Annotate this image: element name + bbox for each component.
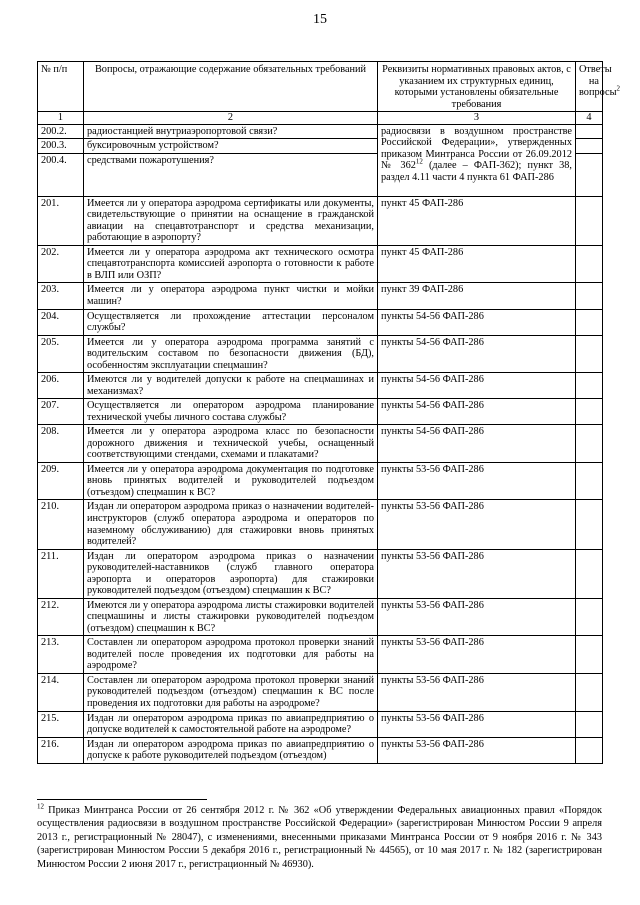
- row-question: Имеется ли у оператора аэродрома документация по подготовке вновь принятых водителей и руководителей подъездом (отъездом) спецмашин к ВС?: [84, 462, 378, 500]
- header-requisites: Реквизиты нормативных правовых актов, с указанием их структурных единиц, которыми установлены обязательные требования: [378, 62, 576, 112]
- table-row: [38, 425, 603, 463]
- row-question: Осуществляется ли оператором аэродрома планирование технической учебы личного состава службы?: [84, 399, 378, 425]
- row-number: 208.: [38, 425, 84, 463]
- row-number: 201.: [38, 196, 84, 245]
- header-num: № п/п: [38, 62, 84, 112]
- row-answer: [576, 462, 603, 500]
- row-number: 207.: [38, 399, 84, 425]
- row-question: Имеется ли у оператора аэродрома пункт чистки и мойки машин?: [84, 283, 378, 309]
- row-answer: [576, 283, 603, 309]
- table-row: [38, 549, 603, 598]
- row-number: 200.4.: [38, 153, 84, 196]
- row-question: радиостанцией внутриаэропортовой связи?: [84, 124, 378, 139]
- footnote-divider: [37, 799, 207, 800]
- row-answer: [576, 636, 603, 674]
- row-answer: [576, 711, 603, 737]
- table-row: [38, 245, 603, 283]
- row-requisites: пункт 45 ФАП-286: [378, 196, 576, 245]
- row-requisites: пункт 39 ФАП-286: [378, 283, 576, 309]
- row-question: Составлен ли оператором аэродрома протокол проверки знаний водителей после проведения их подготовки для работы на аэродроме?: [84, 636, 378, 674]
- column-index: 1: [38, 112, 84, 125]
- row-requisites: пункты 54-56 ФАП-286: [378, 309, 576, 335]
- row-number: 209.: [38, 462, 84, 500]
- row-number: 204.: [38, 309, 84, 335]
- row-answer: [576, 153, 603, 196]
- table-row: [38, 309, 603, 335]
- row-question: буксировочным устройством?: [84, 139, 378, 154]
- table-row: [38, 196, 603, 245]
- row-requisites: пункты 53-56 ФАП-286: [378, 673, 576, 711]
- row-answer: [576, 737, 603, 763]
- row-requisites: пункты 53-56 ФАП-286: [378, 737, 576, 763]
- requisites-text-cont: (далее – ФАП-362); пункт 38, раздел 4.11 части 4 пункта 61 ФАП-286: [381, 160, 572, 183]
- row-number: 211.: [38, 549, 84, 598]
- row-question: Издан ли оператором аэродрома приказ по авиапредприятию о допуске водителей к самостоятельной работе на аэродроме?: [84, 711, 378, 737]
- page-number: 15: [313, 12, 327, 27]
- row-answer: [576, 598, 603, 636]
- row-question: Имеются ли у водителей допуски к работе на спецмашинах и механизмах?: [84, 373, 378, 399]
- row-question: Издан ли оператором аэродрома приказ о назначении водителей-инструкторов (служб оператора аэродрома и операторов по наземному обслуживанию) для стажировки вновь принятых водителей?: [84, 500, 378, 549]
- row-number: 206.: [38, 373, 84, 399]
- footnote: [37, 804, 602, 871]
- table-row: [38, 636, 603, 674]
- row-number: 203.: [38, 283, 84, 309]
- row-requisites: пункты 54-56 ФАП-286: [378, 335, 576, 373]
- table-row: [38, 673, 603, 711]
- row-requisites: пункты 53-56 ФАП-286: [378, 549, 576, 598]
- table-header-row: [38, 62, 603, 112]
- requisites-footnote-mark: 12: [415, 157, 423, 166]
- column-index: 4: [576, 112, 603, 125]
- row-requisites: пункт 45 ФАП-286: [378, 245, 576, 283]
- row-question: Осуществляется ли прохождение аттестации персоналом службы?: [84, 309, 378, 335]
- row-number: 210.: [38, 500, 84, 549]
- requisites-text: радиосвязи в воздушном пространстве Российской Федерации», утвержденных приказом Минтранса России от 26.09.2012 № 362: [381, 125, 572, 172]
- column-index: 3: [378, 112, 576, 125]
- row-number: 205.: [38, 335, 84, 373]
- footnote-text: Приказ Минтранса России от 26 сентября 2012 г. № 362 «Об утверждении Федеральных авиационных правил «Порядок осуществления радиосвязи в воздушном пространстве Российской Федерации» (зарегистрирован Минюстом России 9 апреля 2013 г., регистрационный № 28047), с изменениями, внесенными приказами Минтранса России от 9 ноября 2016 г. № 343 (зарегистрирован Минюстом России 5 декабря 2016 г., регистрационный № 44565), от 10 мая 2017 г. № 182 (зарегистрирован Минюстом России 2 июня 2017 г., регистрационный № 46930).: [37, 805, 602, 870]
- header-answers-label: Ответы на вопросы: [579, 64, 617, 99]
- row-answer: [576, 373, 603, 399]
- row-requisites: [378, 124, 576, 196]
- row-answer: [576, 139, 603, 154]
- row-question: Издан ли оператором аэродрома приказ по авиапредприятию о допуске к работе руководителей подъездом (отъездом): [84, 737, 378, 763]
- row-answer: [576, 309, 603, 335]
- table-row: [38, 500, 603, 549]
- table-row: [38, 373, 603, 399]
- row-answer: [576, 399, 603, 425]
- row-requisites: пункты 53-56 ФАП-286: [378, 500, 576, 549]
- row-answer: [576, 425, 603, 463]
- row-question: Имеется ли у оператора аэродрома класс по безопасности дорожного движения и технической учебы, оснащенный соответствующими стендами, схемами и плакатами?: [84, 425, 378, 463]
- row-requisites: пункты 53-56 ФАП-286: [378, 598, 576, 636]
- row-question: Имеются ли у оператора аэродрома листы стажировки водителей спецмашины и листы стажировки руководителей подъездом (отъездом) спецмашин к ВС?: [84, 598, 378, 636]
- row-answer: [576, 500, 603, 549]
- table-row: [38, 335, 603, 373]
- row-question: Имеется ли у оператора аэродрома программа занятий с водительским составом по безопасности движения (БД), особенностям эксплуатации спецмашин?: [84, 335, 378, 373]
- column-index-row: [38, 112, 603, 125]
- header-questions: Вопросы, отражающие содержание обязательных требований: [84, 62, 378, 112]
- row-number: 200.3.: [38, 139, 84, 154]
- footnote-mark: 12: [37, 802, 44, 811]
- row-requisites: пункты 53-56 ФАП-286: [378, 636, 576, 674]
- row-number: 212.: [38, 598, 84, 636]
- row-answer: [576, 245, 603, 283]
- row-answer: [576, 124, 603, 139]
- row-answer: [576, 549, 603, 598]
- table-row: [38, 399, 603, 425]
- row-number: 214.: [38, 673, 84, 711]
- row-answer: [576, 196, 603, 245]
- row-requisites: пункты 54-56 ФАП-286: [378, 373, 576, 399]
- row-question: Имеется ли у оператора аэродрома сертификаты или документы, свидетельствующие о принятии на оснащение в гражданской авиации на спецавтотранспорт и средства механизации, работающие в аэропорту?: [84, 196, 378, 245]
- row-number: 202.: [38, 245, 84, 283]
- row-requisites: пункты 53-56 ФАП-286: [378, 711, 576, 737]
- column-index: 2: [84, 112, 378, 125]
- requirements-table: [37, 61, 620, 764]
- table-row: [38, 462, 603, 500]
- table-row: [38, 283, 603, 309]
- row-number: 213.: [38, 636, 84, 674]
- table-row: [38, 598, 603, 636]
- row-question: Составлен ли оператором аэродрома протокол проверки знаний руководителей подъездом (отъездом) спецмашин к ВС после проведения их подготовки для работы на аэродроме?: [84, 673, 378, 711]
- row-requisites: пункты 53-56 ФАП-286: [378, 462, 576, 500]
- row-question: Издан ли оператором аэродрома приказ о назначении руководителей-наставников (служб главного оператора аэропорта и операторов аэропорта) для стажировки руководителей подъездом (отъездом) спецмашин к ВС?: [84, 549, 378, 598]
- row-requisites: пункты 54-56 ФАП-286: [378, 399, 576, 425]
- row-number: 216.: [38, 737, 84, 763]
- row-number: 215.: [38, 711, 84, 737]
- row-number: 200.2.: [38, 124, 84, 139]
- header-answers: [576, 62, 620, 112]
- row-requisites: пункты 54-56 ФАП-286: [378, 425, 576, 463]
- row-answer: [576, 335, 603, 373]
- table-row: [38, 711, 603, 737]
- row-answer: [576, 673, 603, 711]
- header-answers-footnote-mark: 2: [616, 84, 620, 93]
- row-question: Имеется ли у оператора аэродрома акт технического осмотра спецавтотранспорта комиссией аэропорта о готовности к работе в ВЛП или ОЗП?: [84, 245, 378, 283]
- row-question: средствами пожаротушения?: [84, 153, 378, 196]
- table-row: [38, 124, 603, 139]
- table-row: [38, 737, 603, 763]
